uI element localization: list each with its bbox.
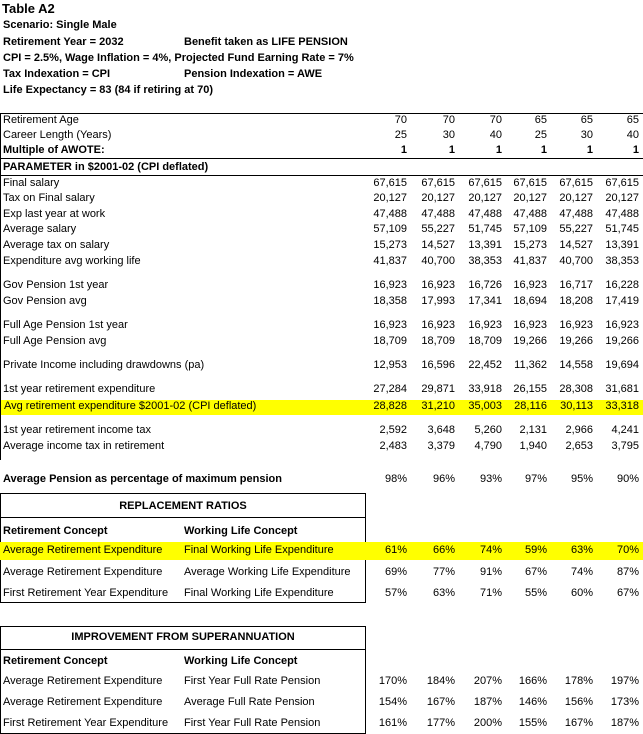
row-label: Full Age Pension 1st year	[3, 319, 128, 331]
row-value: 18,709	[468, 335, 502, 347]
row-value: 16,923	[605, 319, 639, 331]
row-value: 65	[626, 114, 639, 126]
tax-indexation-text: Tax Indexation = CPI	[3, 68, 111, 80]
row-value: 18,709	[373, 335, 407, 347]
row-label: PARAMETER in $2001-02 (CPI deflated)	[3, 161, 209, 173]
divider	[0, 649, 366, 650]
row-value: 16,726	[468, 279, 502, 291]
row-value: 47,488	[513, 208, 547, 220]
table-row	[0, 255, 643, 270]
scenario-text: Scenario: Single Male	[3, 19, 117, 31]
retirement-concept: First Retirement Year Expenditure	[3, 717, 169, 729]
row-value: 30	[442, 129, 455, 141]
row-value: 13,391	[605, 239, 639, 251]
row-value: 41,837	[513, 255, 547, 267]
row-value: 4,790	[474, 440, 502, 452]
working-life-concept: Average Working Life Expenditure	[184, 566, 351, 578]
table-row	[0, 383, 643, 398]
row-value: 3,648	[427, 424, 455, 436]
ratio-value: 66%	[432, 544, 455, 556]
table-row	[0, 129, 643, 144]
row-value: 20,127	[559, 192, 593, 204]
ratio-value: 91%	[479, 566, 502, 578]
row-value: 51,745	[605, 223, 639, 235]
table-row	[0, 239, 643, 254]
row-value: 16,228	[605, 279, 639, 291]
row-label: Average tax on salary	[3, 239, 110, 251]
ratio-value: 154%	[378, 696, 407, 708]
row-label: Final salary	[3, 177, 60, 189]
ratio-value: 170%	[378, 675, 407, 687]
row-value: 18,709	[421, 335, 455, 347]
ratio-value: 207%	[473, 675, 502, 687]
row-value: 19,266	[559, 335, 593, 347]
row-value: 30	[580, 129, 593, 141]
row-value: 97%	[524, 473, 547, 485]
ratio-value: 57%	[384, 587, 407, 599]
row-value: 55,227	[559, 223, 593, 235]
cpi-assumptions-text: CPI = 2.5%, Wage Inflation = 4%, Projected Fund Earning Rate = 7%	[3, 52, 354, 64]
working-life-concept: Final Working Life Expenditure	[184, 587, 334, 599]
row-value: 2,483	[379, 440, 407, 452]
row-label: 1st year retirement income tax	[3, 424, 151, 436]
row-value: 67,615	[513, 177, 547, 189]
pension-indexation-text: Pension Indexation = AWE	[184, 68, 323, 80]
ratio-value: 155%	[518, 717, 547, 729]
ratio-value: 167%	[564, 717, 593, 729]
row-value: 27,284	[373, 383, 407, 395]
row-label: Full Age Pension avg	[3, 335, 107, 347]
table-title: Table A2	[2, 1, 55, 16]
table-row	[0, 279, 643, 294]
retirement-concept: First Retirement Year Expenditure	[3, 587, 169, 599]
ratio-value: 61%	[384, 544, 407, 556]
row-value: 65	[580, 114, 593, 126]
ratio-value: 63%	[570, 544, 593, 556]
highlighted-row	[1, 400, 643, 415]
row-value: 14,558	[559, 359, 593, 371]
row-value: 20,127	[373, 192, 407, 204]
row-value: 33,318	[605, 400, 639, 412]
row-value: 40,700	[421, 255, 455, 267]
row-label: Tax on Final salary	[3, 192, 95, 204]
row-value: 22,452	[468, 359, 502, 371]
ratio-value: 60%	[570, 587, 593, 599]
row-value: 18,694	[513, 295, 547, 307]
table-row	[0, 144, 643, 159]
highlighted-ratio-row	[0, 542, 643, 560]
row-value: 17,993	[421, 295, 455, 307]
row-label: Gov Pension avg	[3, 295, 87, 307]
ratio-value: 67%	[524, 566, 547, 578]
ratio-value: 146%	[518, 696, 547, 708]
ratio-value: 63%	[432, 587, 455, 599]
table-row	[0, 192, 643, 207]
ratio-row	[0, 564, 643, 582]
ratio-value: 70%	[616, 544, 639, 556]
row-value: 28,308	[559, 383, 593, 395]
improvement-title: IMPROVEMENT FROM SUPERANNUATION	[71, 631, 295, 643]
working-life-concept: Average Full Rate Pension	[184, 696, 315, 708]
row-value: 19,266	[605, 335, 639, 347]
row-label: Expenditure avg working life	[3, 255, 141, 267]
retirement-year-text: Retirement Year = 2032	[3, 36, 124, 48]
row-value: 98%	[384, 473, 407, 485]
ratio-value: 55%	[524, 587, 547, 599]
row-value: 67,615	[559, 177, 593, 189]
row-value: 15,273	[513, 239, 547, 251]
ratio-value: 161%	[378, 717, 407, 729]
retirement-concept: Average Retirement Expenditure	[3, 675, 163, 687]
row-value: 1	[495, 144, 502, 156]
row-label: Average salary	[3, 223, 77, 235]
row-value: 41,837	[373, 255, 407, 267]
divider	[0, 517, 366, 518]
row-value: 2,592	[379, 424, 407, 436]
replacement-col1-header: Retirement Concept	[3, 525, 108, 537]
row-value: 16,596	[421, 359, 455, 371]
ratio-value: 71%	[479, 587, 502, 599]
row-value: 14,527	[421, 239, 455, 251]
row-value: 65	[534, 114, 547, 126]
ratio-value: 187%	[473, 696, 502, 708]
ratio-value: 74%	[570, 566, 593, 578]
ratio-value: 178%	[564, 675, 593, 687]
table-row	[0, 335, 643, 350]
table-row	[0, 177, 643, 192]
row-label: Career Length (Years)	[3, 129, 112, 141]
row-label: Exp last year at work	[3, 208, 106, 220]
table-row	[0, 359, 643, 374]
life-expectancy-text: Life Expectancy = 83 (84 if retiring at 70)	[3, 84, 213, 96]
row-value: 12,953	[373, 359, 407, 371]
row-label: 1st year retirement expenditure	[3, 383, 156, 395]
row-value: 70	[442, 114, 455, 126]
working-life-concept: First Year Full Rate Pension	[184, 675, 321, 687]
ratio-value: 200%	[473, 717, 502, 729]
row-value: 20,127	[468, 192, 502, 204]
row-value: 35,003	[468, 400, 502, 412]
row-value: 14,527	[559, 239, 593, 251]
row-value: 16,923	[373, 279, 407, 291]
retirement-concept: Average Retirement Expenditure	[3, 696, 163, 708]
row-value: 40,700	[559, 255, 593, 267]
row-value: 1	[400, 144, 407, 156]
row-value: 96%	[432, 473, 455, 485]
row-value: 57,109	[513, 223, 547, 235]
table-row	[0, 114, 643, 129]
row-value: 16,923	[559, 319, 593, 331]
ratio-value: 59%	[524, 544, 547, 556]
ratio-row	[0, 715, 643, 733]
row-value: 16,717	[559, 279, 593, 291]
row-value: 40	[489, 129, 502, 141]
improvement-col1-header: Retirement Concept	[3, 655, 108, 667]
table-row	[0, 319, 643, 334]
ratio-value: 69%	[384, 566, 407, 578]
row-value: 47,488	[605, 208, 639, 220]
row-value: 25	[534, 129, 547, 141]
ratio-value: 173%	[610, 696, 639, 708]
row-label: Average income tax in retirement	[3, 440, 165, 452]
table-row	[0, 223, 643, 238]
row-value: 16,923	[513, 279, 547, 291]
row-value: 4,241	[611, 424, 639, 436]
ratio-value: 74%	[479, 544, 502, 556]
row-value: 3,795	[611, 440, 639, 452]
row-value: 2,966	[565, 424, 593, 436]
row-value: 20,127	[421, 192, 455, 204]
row-value: 90%	[616, 473, 639, 485]
ratio-value: 184%	[426, 675, 455, 687]
row-value: 67,615	[468, 177, 502, 189]
row-value: 30,113	[560, 400, 593, 412]
row-value: 15,273	[373, 239, 407, 251]
row-label: Average Pension as percentage of maximum pension	[3, 473, 282, 485]
row-value: 1	[632, 144, 639, 156]
row-label: Private Income including drawdowns (pa)	[3, 359, 205, 371]
row-value: 16,923	[513, 319, 547, 331]
row-value: 51,745	[468, 223, 502, 235]
row-value: 38,353	[468, 255, 502, 267]
row-value: 16,923	[421, 279, 455, 291]
row-value: 1	[448, 144, 455, 156]
ratio-row	[0, 585, 643, 603]
row-value: 25	[394, 129, 407, 141]
ratio-value: 77%	[432, 566, 455, 578]
row-value: 31,210	[421, 400, 455, 412]
row-value: 33,918	[468, 383, 502, 395]
row-value: 70	[489, 114, 502, 126]
row-value: 3,379	[427, 440, 455, 452]
row-value: 28,116	[514, 400, 547, 412]
row-value: 16,923	[421, 319, 455, 331]
row-value: 2,653	[565, 440, 593, 452]
working-life-concept: Final Working Life Expenditure	[184, 544, 334, 556]
row-label: Avg retirement expenditure $2001-02 (CPI deflated)	[4, 400, 257, 412]
row-label: Gov Pension 1st year	[3, 279, 109, 291]
row-value: 70	[394, 114, 407, 126]
row-value: 18,208	[559, 295, 593, 307]
row-value: 17,341	[468, 295, 502, 307]
row-value: 57,109	[373, 223, 407, 235]
row-value: 55,227	[421, 223, 455, 235]
row-value: 13,391	[468, 239, 502, 251]
table-row	[0, 295, 643, 310]
row-value: 47,488	[468, 208, 502, 220]
table-row	[0, 424, 643, 439]
ratio-value: 177%	[426, 717, 455, 729]
ratio-value: 87%	[616, 566, 639, 578]
row-value: 5,260	[474, 424, 502, 436]
row-value: 1	[586, 144, 593, 156]
row-value: 20,127	[605, 192, 639, 204]
improvement-col2-header: Working Life Concept	[184, 655, 298, 667]
row-value: 31,681	[605, 383, 639, 395]
row-value: 16,923	[468, 319, 502, 331]
ratio-value: 166%	[518, 675, 547, 687]
working-life-concept: First Year Full Rate Pension	[184, 717, 321, 729]
benefit-text: Benefit taken as LIFE PENSION	[184, 36, 348, 48]
retirement-concept: Average Retirement Expenditure	[3, 566, 163, 578]
row-value: 40	[626, 129, 639, 141]
row-value: 38,353	[605, 255, 639, 267]
row-value: 47,488	[559, 208, 593, 220]
retirement-concept: Average Retirement Expenditure	[3, 544, 163, 556]
row-value: 26,155	[513, 383, 547, 395]
replacement-title: REPLACEMENT RATIOS	[119, 500, 247, 512]
row-value: 20,127	[513, 192, 547, 204]
row-label: Multiple of AWOTE:	[3, 144, 105, 156]
row-value: 19,266	[513, 335, 547, 347]
row-value: 11,362	[514, 359, 547, 371]
ratio-row	[0, 673, 643, 691]
ratio-value: 156%	[564, 696, 593, 708]
row-value: 93%	[479, 473, 502, 485]
table-row	[0, 208, 643, 223]
row-value: 95%	[570, 473, 593, 485]
avg-pension-row	[0, 473, 643, 488]
ratio-value: 197%	[610, 675, 639, 687]
row-value: 16,923	[373, 319, 407, 331]
row-value: 2,131	[519, 424, 547, 436]
ratio-value: 187%	[610, 717, 639, 729]
row-value: 29,871	[421, 383, 455, 395]
row-value: 1	[540, 144, 547, 156]
row-value: 18,358	[373, 295, 407, 307]
table-row	[0, 440, 643, 455]
row-value: 19,694	[605, 359, 639, 371]
row-value: 17,419	[605, 295, 639, 307]
row-value: 67,615	[605, 177, 639, 189]
row-value: 67,615	[421, 177, 455, 189]
replacement-col2-header: Working Life Concept	[184, 525, 298, 537]
row-value: 47,488	[373, 208, 407, 220]
row-label: Retirement Age	[3, 114, 79, 126]
ratio-value: 167%	[426, 696, 455, 708]
ratio-value: 67%	[616, 587, 639, 599]
parameter-header	[0, 161, 643, 176]
row-value: 1,940	[519, 440, 547, 452]
row-value: 67,615	[373, 177, 407, 189]
row-value: 28,828	[373, 400, 407, 412]
ratio-row	[0, 694, 643, 712]
row-value: 47,488	[421, 208, 455, 220]
